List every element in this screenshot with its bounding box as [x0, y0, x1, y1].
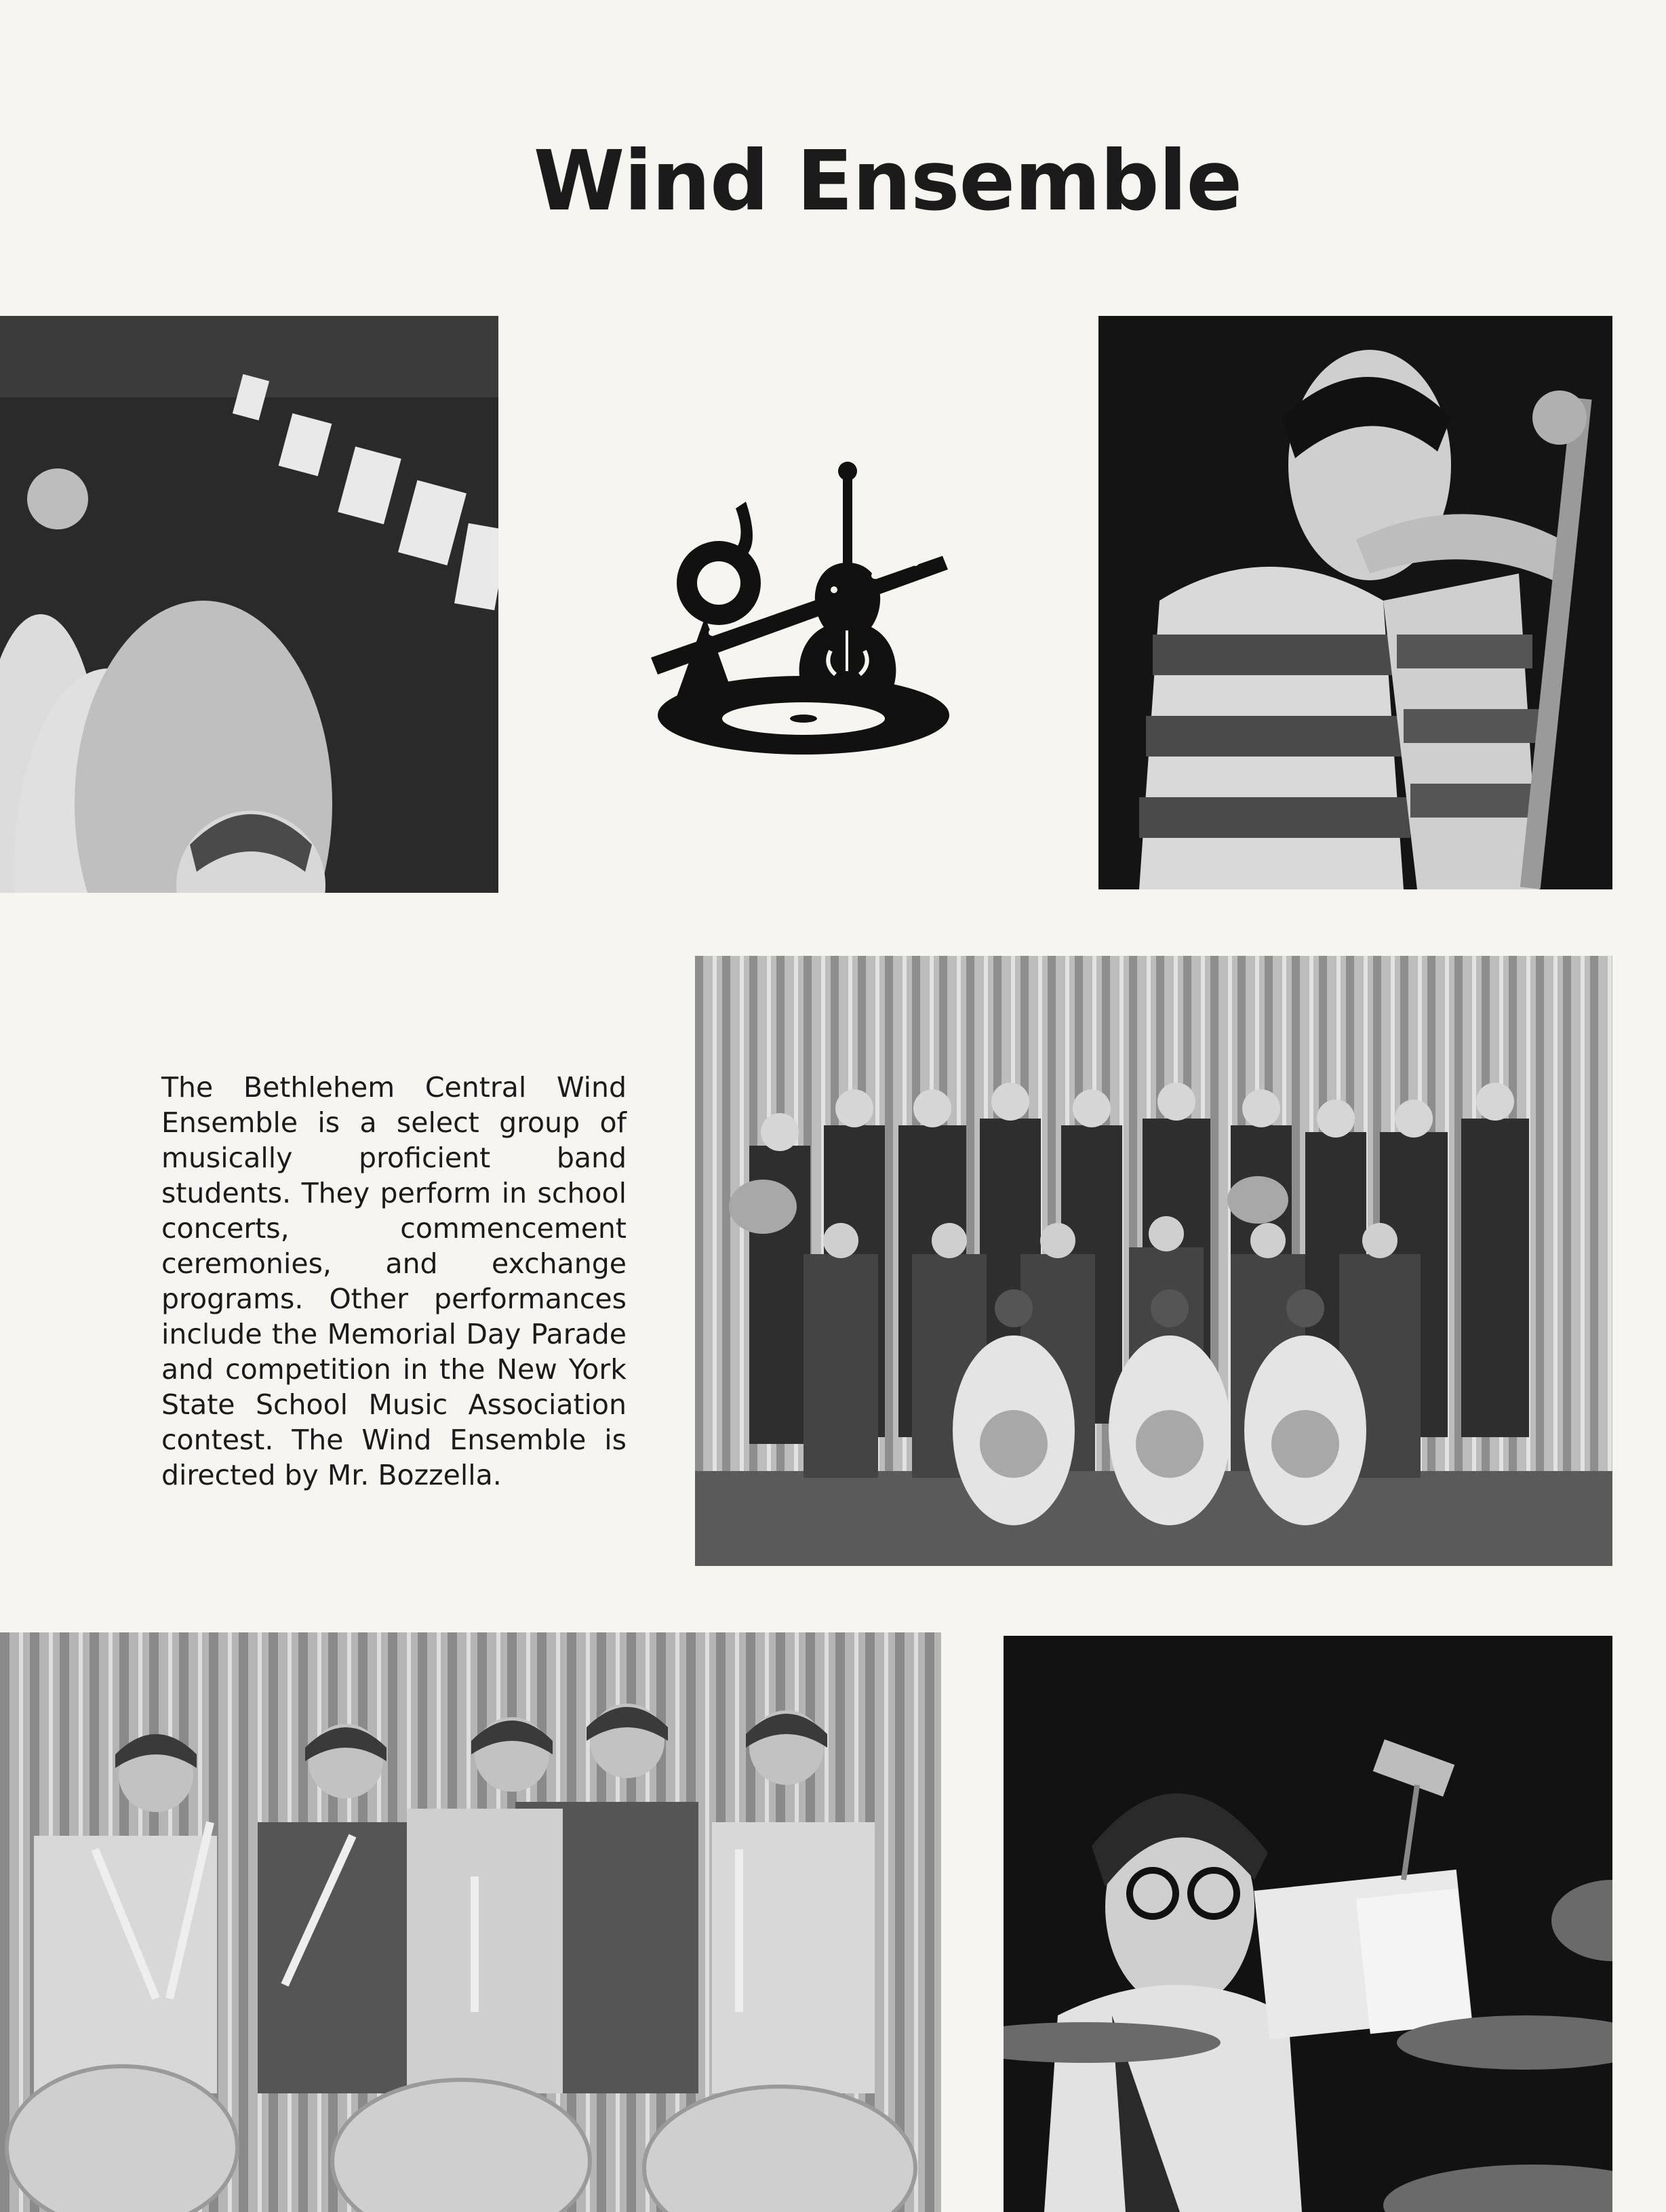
drummer-photo	[1004, 1636, 1612, 2212]
caption-text: The Bethlehem Central Wind Ensemble is a select group of musically proficient band students. They perform in school concerts, commencement ceremonies, and exchange programs. Other performances include the Memorial Day Parade and competition in the New York State School Music Association contest. The Wind Ensemble is directed by Mr. Bozzella.	[161, 1071, 627, 1491]
percussion-section-photo	[0, 1632, 941, 2212]
page-title: Wind Ensemble	[533, 133, 1242, 229]
bassoon-player-photo	[1098, 316, 1612, 889]
band-rehearsal-photo	[0, 316, 498, 893]
ensemble-group-photo	[695, 956, 1612, 1566]
musical-instruments-emblem	[644, 447, 963, 759]
